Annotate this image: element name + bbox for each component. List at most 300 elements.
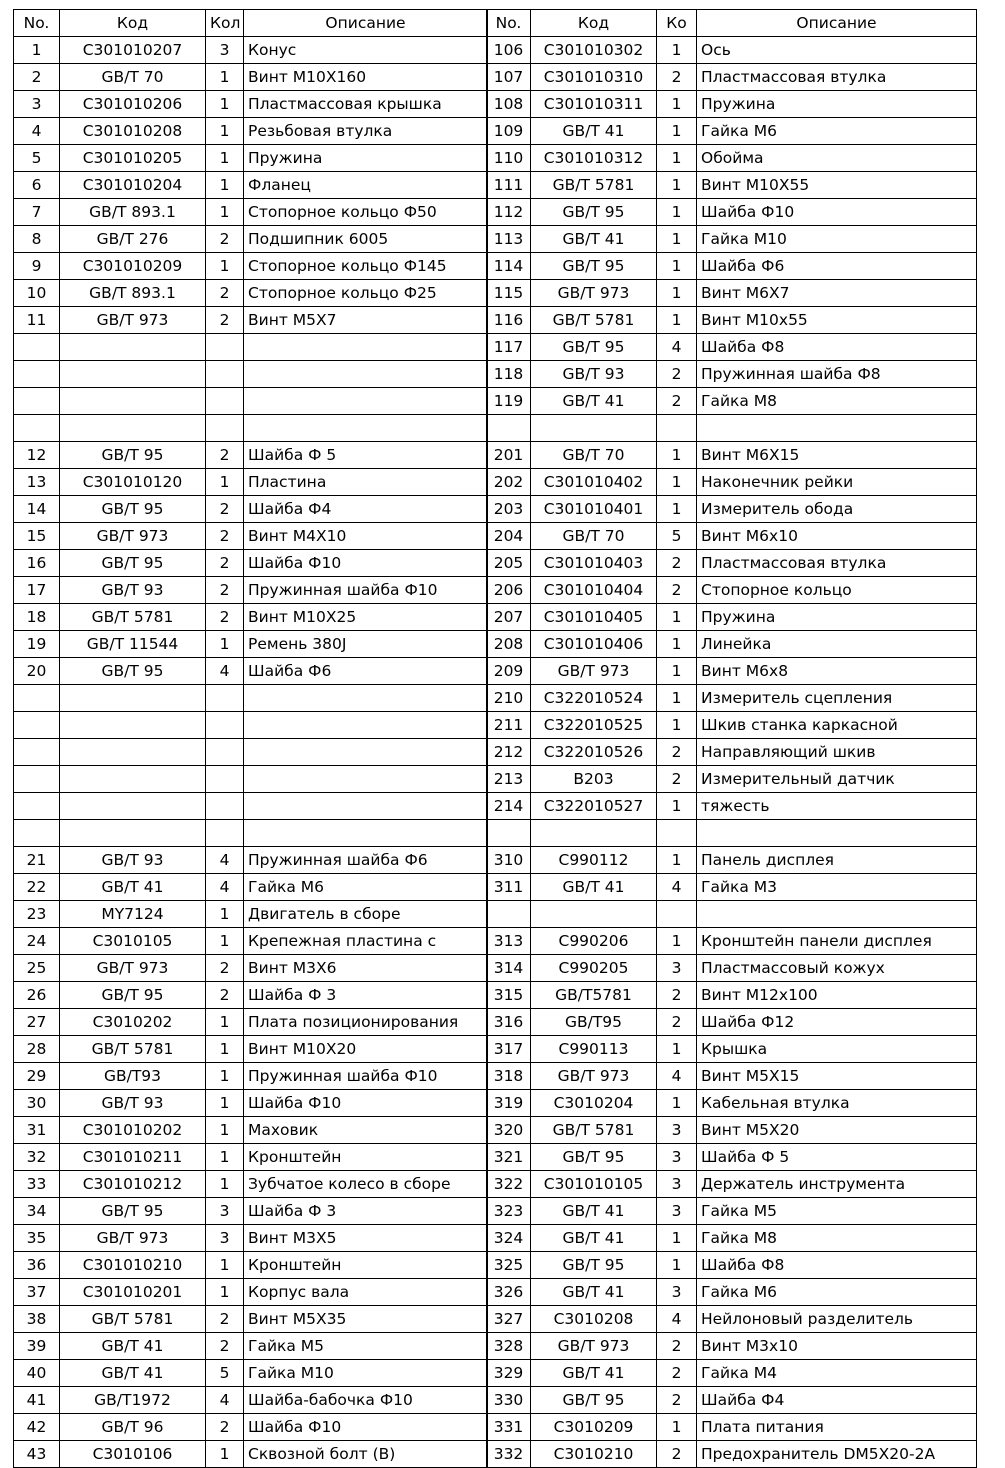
table-row — [487, 793, 977, 820]
header-row — [14, 10, 488, 37]
description-cell: Винт M10x55 — [697, 307, 977, 334]
quantity-cell: 2 — [657, 982, 697, 1009]
table-row — [14, 388, 488, 415]
description-cell: Фланец — [244, 172, 488, 199]
description-cell: Пластина — [244, 469, 488, 496]
part-number-cell: 41 — [14, 1387, 60, 1414]
part-number-cell: 106 — [487, 37, 531, 64]
table-row — [14, 874, 488, 901]
parts-table-left-body — [14, 37, 488, 1468]
quantity-cell: 5 — [206, 1360, 244, 1387]
table-row — [487, 685, 977, 712]
table-row — [487, 280, 977, 307]
description-cell: Пластмассовый кожух — [697, 955, 977, 982]
description-cell: Винт M5X35 — [244, 1306, 488, 1333]
description-cell: Кронштейн панели дисплея — [697, 928, 977, 955]
part-number-cell: 325 — [487, 1252, 531, 1279]
table-row — [487, 199, 977, 226]
quantity-cell: 4 — [206, 847, 244, 874]
part-code-cell: C3010202 — [60, 1009, 206, 1036]
part-code-cell: C301010401 — [531, 496, 657, 523]
table-row — [14, 982, 488, 1009]
part-number-cell: 14 — [14, 496, 60, 523]
table-row — [487, 226, 977, 253]
quantity-cell: 2 — [657, 577, 697, 604]
quantity-cell: 2 — [206, 307, 244, 334]
part-number-cell: 29 — [14, 1063, 60, 1090]
part-code-cell: GB/T 95 — [60, 1198, 206, 1225]
quantity-cell: 1 — [206, 118, 244, 145]
part-code-cell: GB/T 973 — [60, 523, 206, 550]
header-code: Код — [531, 10, 657, 37]
part-code-cell: GB/T 95 — [60, 442, 206, 469]
quantity-cell: 1 — [657, 280, 697, 307]
description-cell — [244, 361, 488, 388]
part-code-cell: GB/T 41 — [531, 1279, 657, 1306]
part-number-cell: 39 — [14, 1333, 60, 1360]
description-cell: Маховик — [244, 1117, 488, 1144]
quantity-cell: 1 — [657, 712, 697, 739]
part-code-cell: GB/T 973 — [531, 280, 657, 307]
table-row — [487, 1171, 977, 1198]
description-cell: Пружина — [697, 604, 977, 631]
part-number-cell: 4 — [14, 118, 60, 145]
part-code-cell: GB/T 95 — [531, 1252, 657, 1279]
part-code-cell: GB/T 41 — [531, 118, 657, 145]
part-code-cell: C301010211 — [60, 1144, 206, 1171]
part-number-cell: 112 — [487, 199, 531, 226]
description-cell: Шайба Ф10 — [697, 199, 977, 226]
part-code-cell: C301010312 — [531, 145, 657, 172]
part-number-cell: 321 — [487, 1144, 531, 1171]
part-number-cell: 13 — [14, 469, 60, 496]
part-number-cell: 108 — [487, 91, 531, 118]
part-number-cell: 34 — [14, 1198, 60, 1225]
part-code-cell: GB/T 95 — [60, 550, 206, 577]
part-code-cell: GB/T 95 — [60, 658, 206, 685]
part-number-cell — [14, 712, 60, 739]
quantity-cell — [206, 739, 244, 766]
part-number-cell: 310 — [487, 847, 531, 874]
part-number-cell: 28 — [14, 1036, 60, 1063]
quantity-cell: 1 — [206, 1090, 244, 1117]
quantity-cell: 3 — [657, 955, 697, 982]
table-row — [487, 847, 977, 874]
part-number-cell: 204 — [487, 523, 531, 550]
part-number-cell: 117 — [487, 334, 531, 361]
description-cell: Двигатель в сборе — [244, 901, 488, 928]
quantity-cell: 4 — [657, 1063, 697, 1090]
quantity-cell: 1 — [206, 1117, 244, 1144]
part-number-cell: 32 — [14, 1144, 60, 1171]
quantity-cell — [206, 712, 244, 739]
description-cell: Пружинная шайба Ф10 — [244, 577, 488, 604]
description-cell: Шайба Ф6 — [697, 253, 977, 280]
description-cell: Винт M5X15 — [697, 1063, 977, 1090]
table-row — [14, 253, 488, 280]
description-cell: Гайка M10 — [244, 1360, 488, 1387]
table-row — [487, 118, 977, 145]
part-code-cell: C301010205 — [60, 145, 206, 172]
description-cell: Пластмассовая втулка — [697, 64, 977, 91]
part-number-cell: 329 — [487, 1360, 531, 1387]
part-code-cell: C301010209 — [60, 253, 206, 280]
table-row — [14, 793, 488, 820]
part-number-cell: 27 — [14, 1009, 60, 1036]
table-row — [14, 1414, 488, 1441]
table-row — [14, 1333, 488, 1360]
part-code-cell — [60, 361, 206, 388]
description-cell: Шайба Ф6 — [244, 658, 488, 685]
part-code-cell: GB/T 93 — [531, 361, 657, 388]
description-cell: Винт M10X160 — [244, 64, 488, 91]
table-row — [14, 928, 488, 955]
part-code-cell: GB/T 41 — [531, 1360, 657, 1387]
description-cell: Пружина — [244, 145, 488, 172]
part-code-cell: GB/T 11544 — [60, 631, 206, 658]
quantity-cell: 1 — [657, 469, 697, 496]
part-code-cell — [60, 739, 206, 766]
quantity-cell: 1 — [657, 604, 697, 631]
part-number-cell: 25 — [14, 955, 60, 982]
table-row — [487, 604, 977, 631]
quantity-cell: 3 — [206, 1198, 244, 1225]
part-code-cell — [60, 793, 206, 820]
description-cell: Шайба Ф8 — [697, 1252, 977, 1279]
part-number-cell: 116 — [487, 307, 531, 334]
description-cell: Ось — [697, 37, 977, 64]
quantity-cell: 2 — [206, 550, 244, 577]
description-cell: Предохранитель DM5X20-2A — [697, 1441, 977, 1468]
description-cell: Панель дисплея — [697, 847, 977, 874]
description-cell: Гайка M6 — [697, 1279, 977, 1306]
quantity-cell: 1 — [206, 1009, 244, 1036]
part-code-cell: GB/T 93 — [60, 577, 206, 604]
quantity-cell: 2 — [657, 1360, 697, 1387]
quantity-cell: 2 — [657, 739, 697, 766]
part-number-cell — [487, 901, 531, 928]
part-code-cell: GB/T 973 — [531, 658, 657, 685]
part-number-cell: 327 — [487, 1306, 531, 1333]
table-row — [14, 550, 488, 577]
part-number-cell: 19 — [14, 631, 60, 658]
table-row — [487, 415, 977, 442]
part-number-cell: 20 — [14, 658, 60, 685]
quantity-cell — [206, 334, 244, 361]
table-row — [487, 820, 977, 847]
description-cell — [244, 712, 488, 739]
part-code-cell: C3010105 — [60, 928, 206, 955]
quantity-cell — [657, 820, 697, 847]
description-cell: Кронштейн — [244, 1144, 488, 1171]
description-cell — [244, 685, 488, 712]
table-row — [487, 1279, 977, 1306]
table-row — [487, 523, 977, 550]
description-cell: Стопорное кольцо Ф145 — [244, 253, 488, 280]
part-code-cell: C3010210 — [531, 1441, 657, 1468]
part-number-cell — [487, 820, 531, 847]
part-number-cell: 319 — [487, 1090, 531, 1117]
description-cell: Шкив станка каркасной — [697, 712, 977, 739]
quantity-cell: 3 — [206, 1225, 244, 1252]
part-code-cell: GB/T 41 — [531, 1198, 657, 1225]
table-row — [487, 712, 977, 739]
quantity-cell: 2 — [657, 1387, 697, 1414]
part-number-cell: 114 — [487, 253, 531, 280]
table-row — [14, 685, 488, 712]
part-code-cell: C322010526 — [531, 739, 657, 766]
quantity-cell: 3 — [657, 1279, 697, 1306]
table-row — [14, 631, 488, 658]
table-row — [487, 334, 977, 361]
description-cell: Зубчатое колесо в сборе — [244, 1171, 488, 1198]
part-number-cell: 43 — [14, 1441, 60, 1468]
description-cell — [697, 415, 977, 442]
part-number-cell: 210 — [487, 685, 531, 712]
description-cell: Измеритель сцепления — [697, 685, 977, 712]
description-cell: Обойма — [697, 145, 977, 172]
header-code: Код — [60, 10, 206, 37]
description-cell: Шайба Ф10 — [244, 550, 488, 577]
part-code-cell: C301010406 — [531, 631, 657, 658]
part-number-cell: 111 — [487, 172, 531, 199]
description-cell: Стопорное кольцо Ф50 — [244, 199, 488, 226]
quantity-cell: 1 — [657, 847, 697, 874]
quantity-cell: 3 — [657, 1171, 697, 1198]
part-code-cell: GB/T 70 — [531, 523, 657, 550]
quantity-cell: 4 — [657, 874, 697, 901]
description-cell: Винт M5X20 — [697, 1117, 977, 1144]
description-cell: Пружинная шайба Ф6 — [244, 847, 488, 874]
part-code-cell: GB/T 893.1 — [60, 280, 206, 307]
header-no: No. — [14, 10, 60, 37]
part-number-cell: 36 — [14, 1252, 60, 1279]
table-row — [14, 442, 488, 469]
part-number-cell: 21 — [14, 847, 60, 874]
table-row — [487, 1063, 977, 1090]
part-code-cell: C301010120 — [60, 469, 206, 496]
quantity-cell: 4 — [206, 658, 244, 685]
part-code-cell: GB/T 973 — [60, 307, 206, 334]
description-cell: Держатель инструмента — [697, 1171, 977, 1198]
part-code-cell: GB/T 973 — [531, 1063, 657, 1090]
part-number-cell: 209 — [487, 658, 531, 685]
table-row — [14, 523, 488, 550]
table-row — [14, 712, 488, 739]
quantity-cell: 2 — [206, 280, 244, 307]
description-cell: Шайба Ф8 — [697, 334, 977, 361]
quantity-cell: 1 — [657, 1225, 697, 1252]
quantity-cell: 1 — [657, 118, 697, 145]
quantity-cell: 1 — [657, 1090, 697, 1117]
part-number-cell — [14, 685, 60, 712]
table-row — [487, 64, 977, 91]
part-number-cell: 15 — [14, 523, 60, 550]
table-row — [487, 145, 977, 172]
description-cell: Винт M10X25 — [244, 604, 488, 631]
description-cell — [244, 334, 488, 361]
description-cell: Винт M6x8 — [697, 658, 977, 685]
part-code-cell: GB/T 96 — [60, 1414, 206, 1441]
table-row — [487, 928, 977, 955]
quantity-cell: 1 — [206, 901, 244, 928]
part-number-cell: 316 — [487, 1009, 531, 1036]
description-cell: Пружинная шайба Ф8 — [697, 361, 977, 388]
part-number-cell: 12 — [14, 442, 60, 469]
description-cell: Шайба Ф 5 — [697, 1144, 977, 1171]
part-code-cell: GB/T 5781 — [60, 1036, 206, 1063]
quantity-cell — [206, 361, 244, 388]
part-number-cell: 332 — [487, 1441, 531, 1468]
part-code-cell: GB/T 41 — [531, 226, 657, 253]
parts-table-right — [486, 9, 977, 1468]
table-row — [487, 1009, 977, 1036]
part-number-cell: 322 — [487, 1171, 531, 1198]
description-cell: Винт M3x10 — [697, 1333, 977, 1360]
quantity-cell: 2 — [206, 1306, 244, 1333]
quantity-cell: 3 — [657, 1117, 697, 1144]
quantity-cell: 1 — [206, 1171, 244, 1198]
description-cell: Измерительный датчик — [697, 766, 977, 793]
part-code-cell: C322010527 — [531, 793, 657, 820]
part-code-cell: GB/T 41 — [60, 874, 206, 901]
quantity-cell: 2 — [657, 361, 697, 388]
part-code-cell — [531, 820, 657, 847]
table-row — [14, 658, 488, 685]
quantity-cell: 1 — [657, 685, 697, 712]
part-code-cell: GB/T 41 — [531, 874, 657, 901]
part-code-cell — [531, 415, 657, 442]
part-code-cell: GB/T 41 — [60, 1360, 206, 1387]
table-row — [14, 1387, 488, 1414]
quantity-cell: 4 — [206, 874, 244, 901]
table-row — [14, 1198, 488, 1225]
table-row — [487, 172, 977, 199]
part-number-cell: 211 — [487, 712, 531, 739]
part-number-cell: 109 — [487, 118, 531, 145]
table-row — [14, 766, 488, 793]
quantity-cell: 1 — [206, 199, 244, 226]
part-number-cell: 1 — [14, 37, 60, 64]
part-number-cell: 42 — [14, 1414, 60, 1441]
quantity-cell — [206, 388, 244, 415]
description-cell — [244, 415, 488, 442]
part-code-cell: C301010210 — [60, 1252, 206, 1279]
part-number-cell: 110 — [487, 145, 531, 172]
part-code-cell: GB/T 95 — [531, 1387, 657, 1414]
quantity-cell: 1 — [206, 469, 244, 496]
quantity-cell: 1 — [657, 226, 697, 253]
quantity-cell: 1 — [657, 793, 697, 820]
part-code-cell: C301010310 — [531, 64, 657, 91]
quantity-cell: 1 — [206, 1144, 244, 1171]
description-cell: Линейка — [697, 631, 977, 658]
parts-table-right-body — [487, 37, 977, 1468]
part-number-cell: 2 — [14, 64, 60, 91]
part-code-cell: GB/T 95 — [60, 982, 206, 1009]
header-qty: Кол — [206, 10, 244, 37]
part-number-cell: 311 — [487, 874, 531, 901]
quantity-cell: 2 — [657, 1441, 697, 1468]
quantity-cell: 1 — [206, 1279, 244, 1306]
part-code-cell: GB/T 276 — [60, 226, 206, 253]
part-number-cell: 323 — [487, 1198, 531, 1225]
table-row — [487, 1333, 977, 1360]
part-number-cell: 318 — [487, 1063, 531, 1090]
part-code-cell — [60, 334, 206, 361]
description-cell: Пластмассовая крышка — [244, 91, 488, 118]
table-row — [14, 1306, 488, 1333]
table-row — [487, 496, 977, 523]
table-row — [487, 1036, 977, 1063]
quantity-cell: 1 — [657, 307, 697, 334]
description-cell: Винт M10X20 — [244, 1036, 488, 1063]
table-row — [14, 1117, 488, 1144]
table-row — [487, 1225, 977, 1252]
table-row — [487, 739, 977, 766]
part-number-cell: 23 — [14, 901, 60, 928]
description-cell — [244, 388, 488, 415]
part-code-cell: GB/T93 — [60, 1063, 206, 1090]
quantity-cell: 1 — [206, 172, 244, 199]
part-code-cell: C301010207 — [60, 37, 206, 64]
part-code-cell: C301010208 — [60, 118, 206, 145]
part-number-cell: 119 — [487, 388, 531, 415]
table-row — [487, 658, 977, 685]
description-cell: Гайка M8 — [697, 1225, 977, 1252]
quantity-cell — [206, 766, 244, 793]
part-code-cell: C990112 — [531, 847, 657, 874]
part-code-cell — [60, 388, 206, 415]
part-code-cell: C990113 — [531, 1036, 657, 1063]
part-number-cell: 331 — [487, 1414, 531, 1441]
part-number-cell — [14, 388, 60, 415]
description-cell: Направляющий шкив — [697, 739, 977, 766]
part-number-cell: 5 — [14, 145, 60, 172]
description-cell: Винт M12x100 — [697, 982, 977, 1009]
part-code-cell: C3010204 — [531, 1090, 657, 1117]
quantity-cell: 1 — [206, 145, 244, 172]
description-cell: Шайба Ф10 — [244, 1090, 488, 1117]
table-row — [487, 982, 977, 1009]
quantity-cell: 1 — [206, 253, 244, 280]
quantity-cell: 1 — [657, 199, 697, 226]
quantity-cell: 2 — [206, 982, 244, 1009]
part-code-cell: GB/T 5781 — [531, 172, 657, 199]
table-row — [487, 307, 977, 334]
quantity-cell: 2 — [206, 1414, 244, 1441]
table-row — [14, 820, 488, 847]
table-row — [487, 577, 977, 604]
table-row — [14, 361, 488, 388]
description-cell: Шайба Ф 3 — [244, 1198, 488, 1225]
part-code-cell: C301010212 — [60, 1171, 206, 1198]
table-row — [14, 577, 488, 604]
table-row — [14, 1441, 488, 1468]
table-row — [14, 145, 488, 172]
part-code-cell: GB/T 70 — [60, 64, 206, 91]
description-cell — [244, 739, 488, 766]
part-code-cell: GB/T 5781 — [60, 604, 206, 631]
part-code-cell: C301010402 — [531, 469, 657, 496]
parts-list-sheet — [13, 9, 977, 1468]
part-code-cell: GB/T 95 — [531, 334, 657, 361]
quantity-cell: 1 — [657, 658, 697, 685]
quantity-cell: 1 — [206, 1441, 244, 1468]
quantity-cell: 1 — [206, 91, 244, 118]
table-row — [487, 901, 977, 928]
description-cell: Шайба Ф 5 — [244, 442, 488, 469]
